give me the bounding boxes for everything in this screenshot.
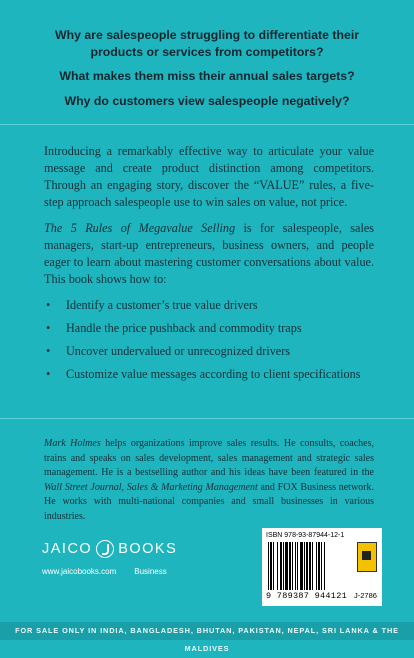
list-item: • Identify a customer’s true value drivers: [44, 297, 374, 314]
barcode-digits: 9 789387 944121: [266, 591, 348, 601]
question-3: Why do customers view salespeople negatively?: [64, 93, 350, 108]
author-bio-text-1: helps organizations improve sales results. He consults, coaches, trains and speaks on sales development, sales management and strategic sales management. He is a bestselling author and his ideas have been featured in the: [44, 438, 374, 478]
jaico-badge-icon: [357, 542, 377, 572]
benefit-list: [44, 297, 374, 383]
barcode-icon: [268, 542, 350, 590]
publisher-logo: [42, 540, 177, 558]
intro-paragraph: Introducing a remarkably effective way to articulate your value message and create product distinction among competitors. Through an engaging story, discover the “VALUE” rules, a five-step approach salespeople use to win sales on value, not price.: [44, 144, 374, 209]
logo-text-right: BOOKS: [118, 541, 178, 557]
list-item: • Uncover undervalued or unrecognized drivers: [44, 343, 374, 360]
publication-names: Wall Street Journal, Sales & Marketing Management: [44, 481, 258, 493]
audience-paragraph: [44, 220, 374, 288]
list-item: • Handle the price pushback and commodity traps: [44, 320, 374, 337]
logo-text-left: JAICO: [42, 541, 93, 557]
audience-text: is for salespeople, sales managers, start-up entrepreneurs, business owners, and people eager to learn about mastering customer conversations about value. This book shows how to:: [44, 221, 374, 286]
product-code: J-2786: [354, 591, 377, 600]
divider-top: [0, 124, 414, 125]
question-2: What makes them miss their annual sales targets?: [59, 69, 355, 83]
author-bio: [44, 437, 374, 524]
author-name: Mark Holmes: [44, 438, 101, 449]
questions-block: [30, 27, 384, 117]
website: www.jaicobooks.com: [42, 567, 117, 576]
question-1: Why are salespeople struggling to differentiate their products or services from competitors?: [54, 28, 360, 59]
author-bio-text-2: and FOX Business network. He works with multi-national companies and small businesses in various industries.: [44, 481, 374, 522]
barcode-panel: [262, 528, 382, 606]
list-item: • Customize value messages according to client specifications: [44, 366, 374, 383]
book-title: The 5 Rules of Megavalue Selling: [44, 221, 236, 235]
category: Business: [134, 567, 167, 576]
divider-middle: [0, 418, 414, 419]
jaico-mark-icon: [96, 540, 114, 558]
description: [44, 143, 374, 389]
sales-territory-footer: FOR SALE ONLY IN INDIA, BANGLADESH, BHUTAN, PAKISTAN, NEPAL, SRI LANKA & THE MALDIVES: [0, 622, 414, 640]
publisher-info: [42, 567, 167, 576]
author-paragraph: [44, 437, 374, 524]
isbn-text: ISBN 978-93-87944-12-1: [266, 532, 345, 539]
